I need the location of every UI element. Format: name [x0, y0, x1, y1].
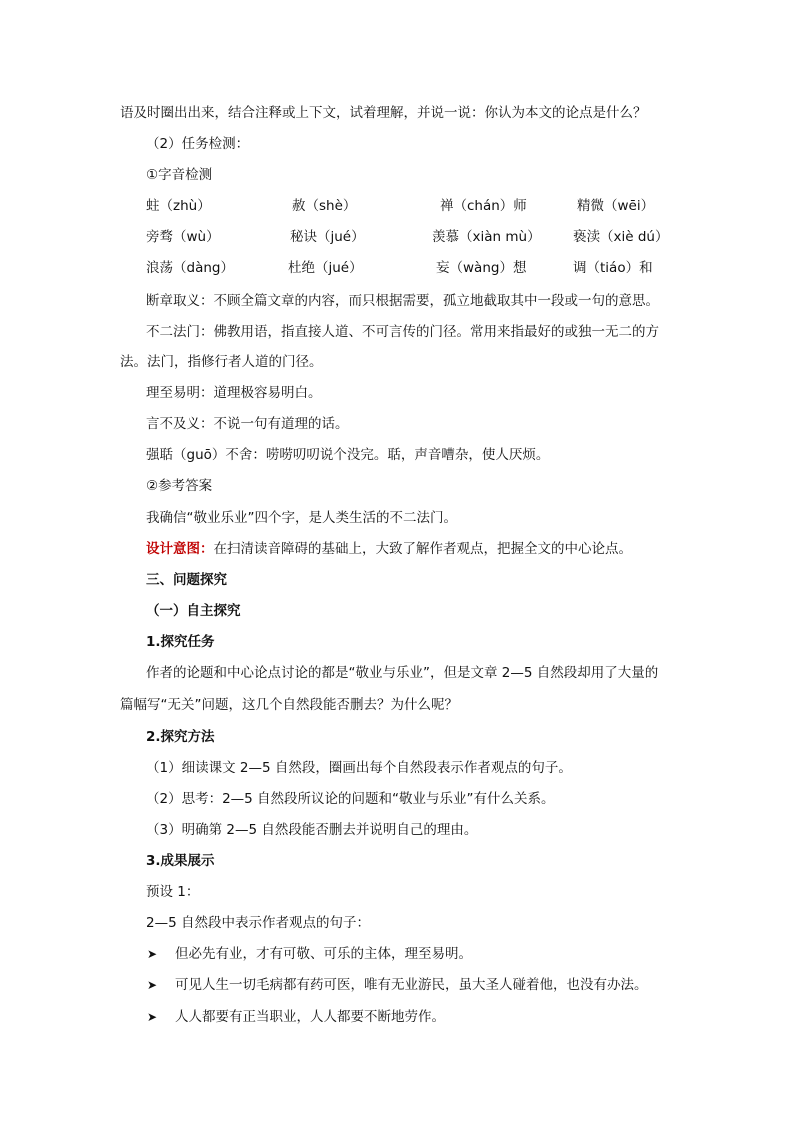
bullet-arrow-icon: ➤ [147, 978, 158, 992]
preset-intro: 2—5 自然段中表示作者观点的句子： [146, 915, 370, 931]
pron-item: 亵渎（xiè dú） [573, 229, 669, 245]
bullet-item: 可见人生一切毛病都有药可医，唯有无业游民，虽大圣人碰着他，也没有办法。 [175, 977, 648, 993]
subsection-heading: （一）自主探究 [146, 603, 241, 619]
bullet-item: 人人都要有正当职业，人人都要不断地劳作。 [175, 1009, 445, 1025]
method-item: （1）细读课文 2—5 自然段，圈画出每个自然段表示作者观点的句子。 [146, 760, 572, 776]
results-heading: 3.成果展示 [146, 853, 215, 869]
pron-item: 赦（shè） [292, 198, 357, 214]
method-item: （3）明确第 2—5 自然段能否删去并说明自己的理由。 [146, 822, 478, 838]
definition: 言不及义：不说一句有道理的话。 [146, 416, 349, 432]
design-intent [146, 540, 632, 558]
pron-item: 精微（wēi） [577, 198, 655, 214]
definition: 强聒（guō）不舍：唠唠叨叨说个没完。聒，声音嘈杂，使人厌烦。 [146, 447, 550, 463]
design-intent-label: 设计意图： [146, 541, 214, 557]
definition: 不二法门：佛教用语，指直接人道、不可言传的门径。常用来指最好的或独一无二的方 [146, 324, 659, 340]
pronunciation-heading: ①字音检测 [146, 167, 213, 183]
paragraph-intro: 语及时圈出出来，结合注释或上下文，试着理解，并说一说：你认为本文的论点是什么？ [120, 105, 647, 121]
bullet-arrow-icon: ➤ [147, 947, 158, 961]
pron-item: 羡慕（xiàn mù） [432, 229, 541, 245]
pron-item: 旁骛（wù） [146, 229, 220, 245]
bullet-arrow-icon: ➤ [147, 1010, 158, 1024]
pron-item: 调（tiáo）和 [573, 260, 653, 276]
pron-item: 妄（wàng）想 [436, 260, 527, 276]
answer-heading: ②参考答案 [146, 478, 213, 494]
bullet-item: 但必先有业，才有可敬、可乐的主体，理至易明。 [175, 946, 472, 962]
method-item: （2）思考：2—5 自然段所议论的问题和“敬业与乐业”有什么关系。 [146, 791, 555, 807]
task-heading: 1.探究任务 [146, 634, 215, 650]
section-heading: 三、问题探究 [146, 572, 227, 588]
pron-item: 禅（chán）师 [440, 198, 527, 214]
pron-item: 秘诀（jué） [290, 229, 365, 245]
definition-continued: 法。法门，指修行者人道的门径。 [120, 354, 323, 370]
task-text-continued: 篇幅写“无关”问题，这几个自然段能否删去？为什么呢？ [120, 697, 458, 713]
task-check-heading: （2）任务检测： [146, 136, 250, 152]
preset-label: 预设 1： [146, 884, 200, 900]
task-text: 作者的论题和中心论点讨论的都是“敬业与乐业”，但是文章 2—5 自然段却用了大量的 [146, 665, 659, 681]
definition: 断章取义：不顾全篇文章的内容，而只根据需要，孤立地截取其中一段或一句的意思。 [146, 293, 659, 309]
method-heading: 2.探究方法 [146, 729, 215, 745]
pron-item: 浪荡（dàng） [146, 260, 234, 276]
design-intent-text: 在扫清读音障碍的基础上，大致了解作者观点，把握全文的中心论点。 [213, 541, 632, 557]
pron-item: 杜绝（jué） [288, 260, 363, 276]
pron-item: 蛀（zhù） [146, 198, 211, 214]
definition: 理至易明：道理极容易明白。 [146, 385, 322, 401]
answer-text: 我确信“敬业乐业”四个字，是人类生活的不二法门。 [146, 510, 457, 526]
